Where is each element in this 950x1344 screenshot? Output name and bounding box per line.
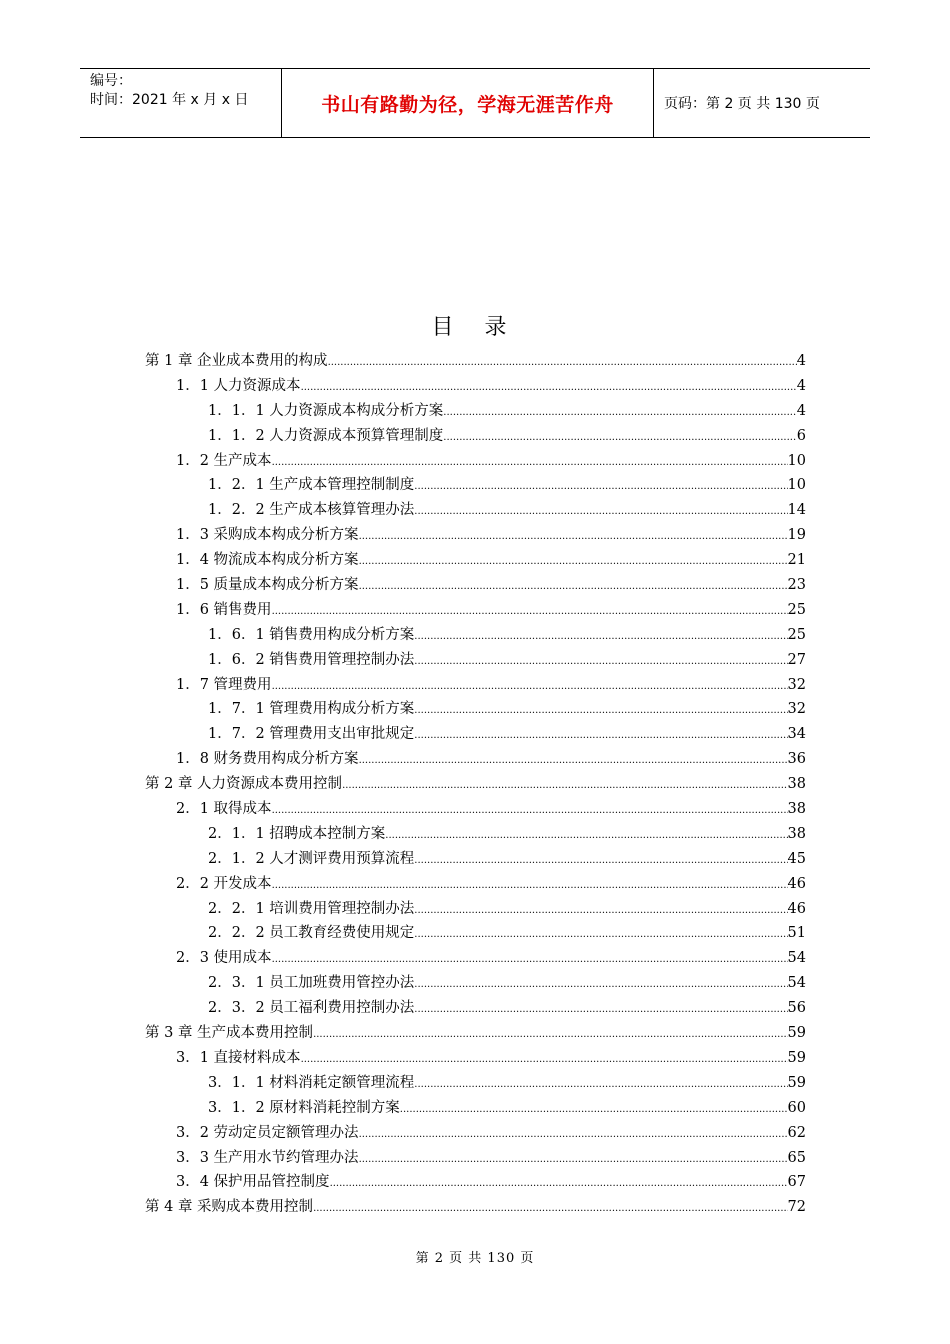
toc-entry-label: 1．2 生产成本 bbox=[176, 452, 272, 469]
toc-entry[interactable] bbox=[176, 523, 806, 548]
toc-entry-label: 1．1．1 人力资源成本构成分析方案 bbox=[208, 402, 444, 419]
toc-entry-label: 1．8 财务费用构成分析方案 bbox=[176, 751, 359, 768]
toc-entry[interactable] bbox=[208, 424, 806, 449]
toc-leader-dots bbox=[414, 623, 787, 648]
toc-entry-label: 第 4 章 采购成本费用控制 bbox=[145, 1199, 314, 1216]
toc-entry-page: 54 bbox=[787, 975, 806, 992]
toc-entry[interactable] bbox=[176, 573, 806, 598]
toc-entry-page: 32 bbox=[787, 701, 806, 718]
toc-entry-label: 1．1 人力资源成本 bbox=[176, 377, 301, 394]
toc-entry-page: 67 bbox=[787, 1174, 806, 1191]
toc-leader-dots bbox=[414, 996, 787, 1021]
toc-leader-dots bbox=[272, 797, 788, 822]
toc-leader-dots bbox=[301, 1046, 788, 1071]
toc-entry[interactable] bbox=[208, 648, 806, 673]
toc-entry-page: 25 bbox=[787, 626, 806, 643]
toc-entry[interactable] bbox=[208, 722, 806, 747]
toc-entry-page: 25 bbox=[787, 601, 806, 618]
toc-entry-label: 1．3 采购成本构成分析方案 bbox=[176, 527, 359, 544]
toc-entry-page: 34 bbox=[787, 726, 806, 743]
toc-entry[interactable] bbox=[176, 374, 806, 399]
toc-entry[interactable] bbox=[176, 1121, 806, 1146]
toc-entry[interactable] bbox=[176, 548, 806, 573]
toc-entry-label: 3．3 生产用水节约管理办法 bbox=[176, 1149, 359, 1166]
toc-entry-label: 1．6．1 销售费用构成分析方案 bbox=[208, 626, 415, 643]
toc-entry-label: 3．1 直接材料成本 bbox=[176, 1049, 301, 1066]
toc-entry-page: 56 bbox=[787, 1000, 806, 1017]
toc-entry-label: 2．2．1 培训费用管理控制办法 bbox=[208, 900, 415, 917]
toc-entry-page: 51 bbox=[787, 925, 806, 942]
toc-entry-label: 1．4 物流成本构成分析方案 bbox=[176, 552, 359, 569]
toc-entry[interactable] bbox=[145, 1021, 806, 1046]
toc-entry-label: 2．3 使用成本 bbox=[176, 950, 272, 967]
toc-leader-dots bbox=[443, 424, 796, 449]
toc-leader-dots bbox=[414, 1071, 787, 1096]
toc-entry-label: 3．2 劳动定员定额管理办法 bbox=[176, 1124, 359, 1141]
toc-leader-dots bbox=[414, 473, 787, 498]
toc-entry-page: 4 bbox=[796, 402, 806, 419]
toc-entry-label: 2．2 开发成本 bbox=[176, 875, 272, 892]
toc-leader-dots bbox=[414, 722, 787, 747]
toc-leader-dots bbox=[359, 523, 788, 548]
toc-leader-dots bbox=[414, 697, 787, 722]
header-motto-cell bbox=[282, 69, 654, 137]
toc-entry-label: 3．1．2 原材料消耗控制方案 bbox=[208, 1099, 400, 1116]
toc-entry-label: 3．1．1 材料消耗定额管理流程 bbox=[208, 1074, 415, 1091]
toc-title: 目 录 bbox=[431, 315, 519, 340]
toc-entry-page: 10 bbox=[787, 452, 806, 469]
toc-leader-dots bbox=[330, 1170, 788, 1195]
document-number-label: 编号： bbox=[90, 73, 132, 89]
toc-leader-dots bbox=[328, 349, 797, 374]
toc-entry-page: 4 bbox=[796, 377, 806, 394]
toc-entry[interactable] bbox=[176, 946, 806, 971]
header-page-info-cell bbox=[654, 69, 870, 137]
toc-entry[interactable] bbox=[176, 797, 806, 822]
toc-leader-dots bbox=[359, 1121, 788, 1146]
toc-entry-page: 10 bbox=[787, 477, 806, 494]
toc-entry-label: 1．7．2 管理费用支出审批规定 bbox=[208, 726, 415, 743]
header-motto: 书山有路勤为径，学海无涯苦作舟 bbox=[321, 93, 614, 116]
toc-entry-page: 59 bbox=[787, 1074, 806, 1091]
header-meta bbox=[80, 69, 282, 137]
toc-entry-page: 23 bbox=[787, 577, 806, 594]
document-time-label: 时间：2021 年 x 月 x 日 bbox=[90, 92, 249, 108]
toc-entry[interactable] bbox=[208, 921, 806, 946]
toc-leader-dots bbox=[272, 449, 788, 474]
toc-entry[interactable] bbox=[208, 897, 806, 922]
toc-entry-page: 19 bbox=[787, 527, 806, 544]
toc-leader-dots bbox=[359, 573, 788, 598]
toc-entry-label: 1．6．2 销售费用管理控制办法 bbox=[208, 651, 415, 668]
toc-entry-page: 14 bbox=[787, 502, 806, 519]
toc-entry-page: 45 bbox=[787, 850, 806, 867]
toc-entry-page: 4 bbox=[796, 353, 806, 369]
page-footer: 第 2 页 共 130 页 bbox=[415, 1251, 535, 1266]
toc-entry[interactable] bbox=[208, 1071, 806, 1096]
toc-entry-label: 3．4 保护用品管控制度 bbox=[176, 1174, 330, 1191]
toc-leader-dots bbox=[272, 946, 788, 971]
toc-entry-label: 1．7．1 管理费用构成分析方案 bbox=[208, 701, 415, 718]
toc-entry[interactable] bbox=[208, 996, 806, 1021]
toc-entry-label: 2．2．2 员工教育经费使用规定 bbox=[208, 925, 415, 942]
toc-leader-dots bbox=[313, 1021, 787, 1046]
toc-entry-page: 60 bbox=[787, 1099, 806, 1116]
toc-entry-label: 2．1 取得成本 bbox=[176, 801, 272, 818]
toc-entry[interactable] bbox=[208, 822, 806, 847]
toc-entry[interactable] bbox=[208, 473, 806, 498]
toc-entry[interactable] bbox=[208, 697, 806, 722]
toc-leader-dots bbox=[414, 847, 787, 872]
toc-entry-label: 1．2．2 生产成本核算管理办法 bbox=[208, 502, 415, 519]
toc-entry-page: 38 bbox=[787, 776, 806, 793]
toc-entry-page: 46 bbox=[787, 900, 806, 917]
toc-entry-page: 36 bbox=[787, 751, 806, 768]
toc-entry-label: 1．7 管理费用 bbox=[176, 676, 272, 693]
toc-entry-page: 6 bbox=[796, 427, 806, 444]
toc-leader-dots bbox=[272, 673, 788, 698]
toc-leader-dots bbox=[400, 1096, 788, 1121]
toc-entry-label: 1．6 销售费用 bbox=[176, 601, 272, 618]
toc-entry[interactable] bbox=[176, 1046, 806, 1071]
toc-entry-label: 第 3 章 生产成本费用控制 bbox=[145, 1025, 314, 1042]
toc-leader-dots bbox=[443, 399, 796, 424]
toc-entry[interactable] bbox=[176, 747, 806, 772]
toc-entry-label: 2．1．1 招聘成本控制方案 bbox=[208, 825, 386, 842]
toc-entry-page: 32 bbox=[787, 676, 806, 693]
table-of-contents bbox=[0, 349, 950, 1220]
toc-entry-page: 27 bbox=[787, 651, 806, 668]
toc-entry[interactable] bbox=[176, 673, 806, 698]
toc-leader-dots bbox=[272, 598, 788, 623]
toc-entry[interactable] bbox=[145, 349, 806, 374]
toc-entry-label: 第 2 章 人力资源成本费用控制 bbox=[145, 776, 343, 793]
toc-entry-page: 21 bbox=[787, 552, 806, 569]
toc-leader-dots bbox=[414, 648, 787, 673]
toc-entry[interactable] bbox=[208, 498, 806, 523]
toc-entry-label: 1．2．1 生产成本管理控制制度 bbox=[208, 477, 415, 494]
toc-entry-page: 62 bbox=[787, 1124, 806, 1141]
toc-leader-dots bbox=[385, 822, 787, 847]
toc-entry-label: 第 1 章 企业成本费用的构成 bbox=[145, 353, 328, 369]
toc-leader-dots bbox=[301, 374, 797, 399]
toc-entry-page: 38 bbox=[787, 825, 806, 842]
toc-entry[interactable] bbox=[208, 399, 806, 424]
toc-entry-label: 2．1．2 人才测评费用预算流程 bbox=[208, 850, 415, 867]
toc-entry[interactable] bbox=[176, 1170, 806, 1195]
toc-entry-page: 38 bbox=[787, 801, 806, 818]
toc-leader-dots bbox=[414, 498, 787, 523]
toc-entry[interactable] bbox=[145, 772, 806, 797]
toc-entry-page: 46 bbox=[787, 875, 806, 892]
toc-entry-page: 65 bbox=[787, 1149, 806, 1166]
toc-entry[interactable] bbox=[176, 1146, 806, 1171]
toc-entry[interactable] bbox=[176, 872, 806, 897]
toc-entry-label: 1．1．2 人力资源成本预算管理制度 bbox=[208, 427, 444, 444]
header-page-info: 页码：第 2 页 共 130 页 bbox=[664, 96, 820, 112]
toc-entry[interactable] bbox=[208, 623, 806, 648]
toc-leader-dots bbox=[313, 1195, 787, 1220]
toc-entry[interactable] bbox=[208, 1096, 806, 1121]
toc-entry-label: 1．5 质量成本构成分析方案 bbox=[176, 577, 359, 594]
toc-entry-page: 72 bbox=[787, 1199, 806, 1216]
toc-leader-dots bbox=[342, 772, 787, 797]
toc-entry-page: 59 bbox=[787, 1025, 806, 1042]
toc-entry-label: 2．3．1 员工加班费用管控办法 bbox=[208, 975, 415, 992]
toc-leader-dots bbox=[414, 921, 787, 946]
toc-leader-dots bbox=[272, 872, 788, 897]
page-header bbox=[80, 68, 870, 138]
toc-leader-dots bbox=[359, 1146, 788, 1171]
toc-entry[interactable] bbox=[176, 449, 806, 474]
toc-entry[interactable] bbox=[145, 1195, 806, 1220]
toc-leader-dots bbox=[359, 747, 788, 772]
toc-leader-dots bbox=[414, 971, 787, 996]
toc-entry-page: 59 bbox=[787, 1049, 806, 1066]
toc-leader-dots bbox=[359, 548, 788, 573]
toc-leader-dots bbox=[414, 897, 787, 922]
toc-entry-label: 2．3．2 员工福利费用控制办法 bbox=[208, 1000, 415, 1017]
toc-entry-page: 54 bbox=[787, 950, 806, 967]
toc-entry[interactable] bbox=[208, 847, 806, 872]
toc-entry[interactable] bbox=[176, 598, 806, 623]
toc-entry[interactable] bbox=[208, 971, 806, 996]
